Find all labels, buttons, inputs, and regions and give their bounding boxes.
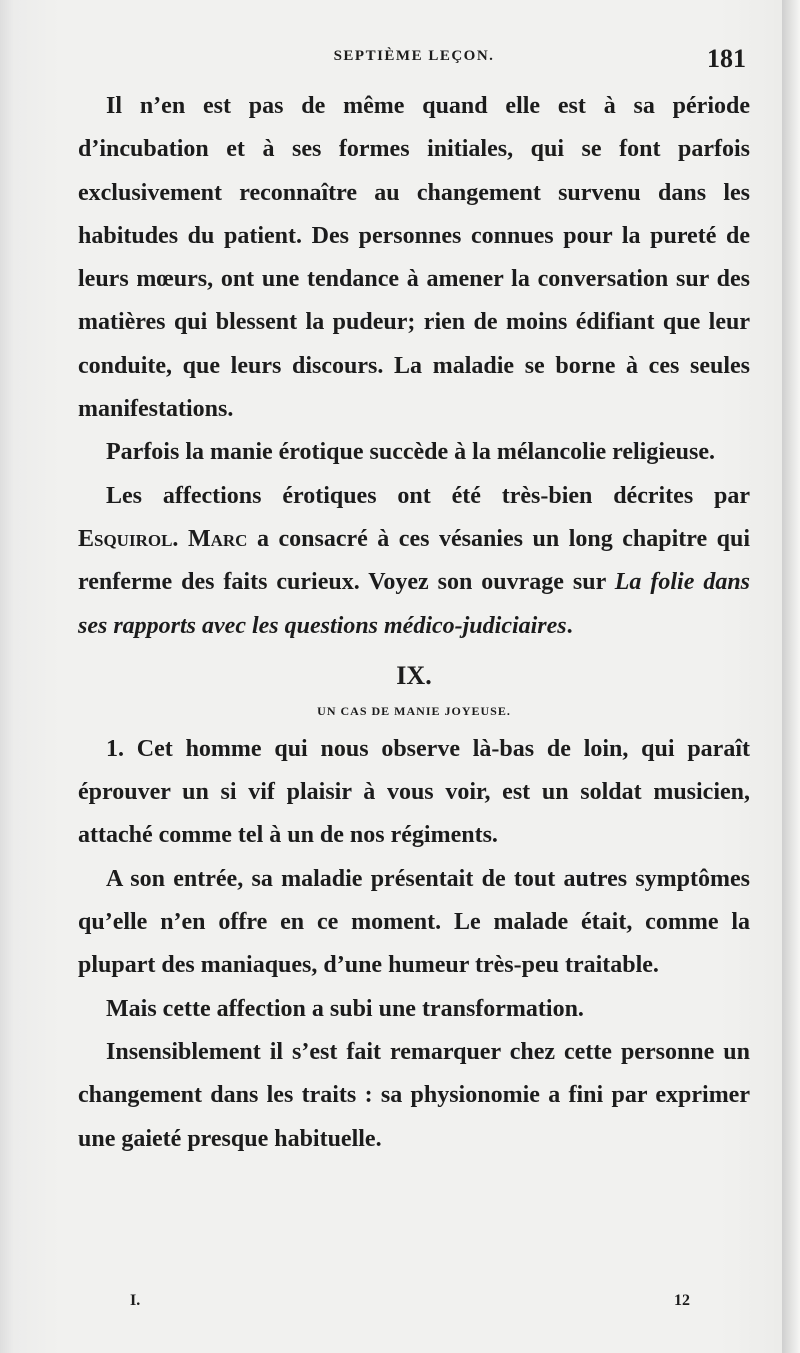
page-text [78,85,750,1161]
paragraph: Parfois la manie érotique succède à la mélancolie religieuse. [106,439,715,466]
page-footer [130,1292,690,1316]
author-name: Esquirol [78,525,173,552]
paragraph: A son entrée, sa maladie présentait de tout autres symptômes qu’elle n’en offre en ce moment. Le malade était, comme la plupart des maniaques, d’une humeur très-peu traitable. [78,865,750,979]
paragraph-text: Les affections érotiques ont été très-bien décrites par [106,482,750,509]
paragraph-text: . [566,612,573,639]
paragraph [78,475,750,648]
paragraph: Insensiblement il s’est fait remarquer chez cette personne un changement dans les traits : sa physionomie a fini par exprimer une gaieté presque habituelle. [78,1038,750,1152]
signature-number: 12 [674,1292,690,1309]
book-title: La folie dans ses rapports avec les questions médico-judiciaires [78,569,750,639]
paragraph: Mais cette affection a subi une transformation. [106,995,584,1022]
paragraph: 1. Cet homme qui nous observe là-bas de loin, qui paraît éprouver un si vif plaisir à vous voir, est un soldat musicien, attaché comme tel à un de nos régiments. [78,735,750,849]
running-head [78,44,750,76]
section-number: IX. [396,660,432,690]
paragraph-text: . [172,525,188,552]
paragraph-text: a consacré à ces vésanies un long chapitre qui renferme des faits curieux. Voyez son ouvrage sur [78,525,751,596]
page-number: 181 [707,44,746,73]
page-edge [782,0,800,1353]
section-title: UN CAS DE MANIE JOYEUSE. [317,703,511,718]
paragraph: Il n’en est pas de même quand elle est à sa période d’incubation et à ses formes initiales, qui se font parfois exclusivement reconnaître au changement survenu dans les habitudes du patient. Des personnes connues pour la pureté de leurs mœurs, ont une tendance à amener la conversation sur des matières qui blessent la pudeur; rien de moins édifiant que leur conduite, que leurs discours. La maladie se borne à ces seules manifestations. [78,93,750,423]
signature-mark: I. [130,1292,141,1309]
running-title: SEPTIÈME LEÇON. [333,48,495,64]
author-name: Marc [187,525,248,552]
